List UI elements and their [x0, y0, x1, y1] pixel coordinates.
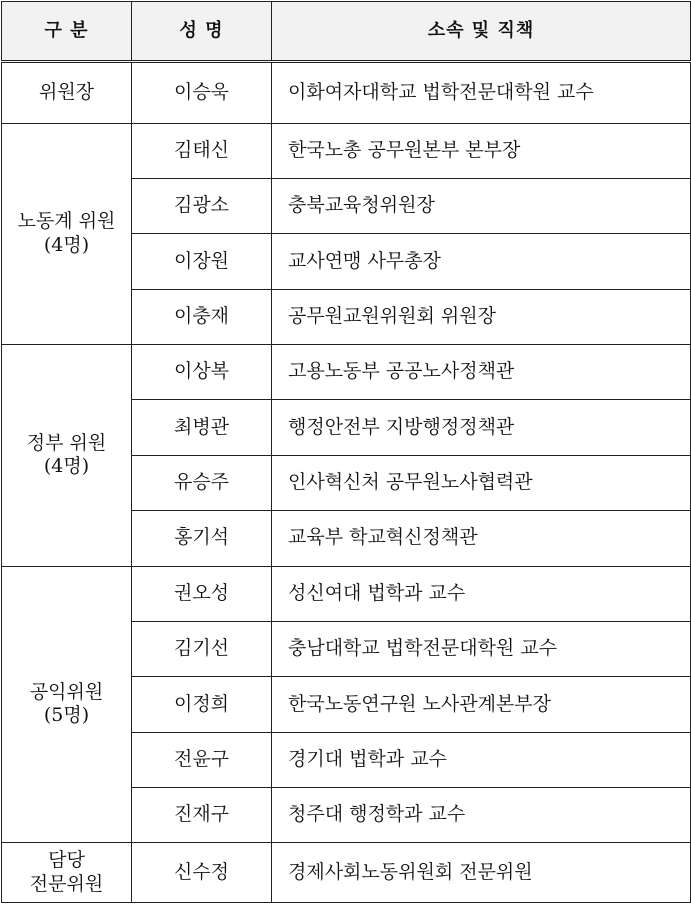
table-row [2, 62, 691, 124]
member-name: 유승주 [132, 455, 272, 510]
member-name: 이장원 [132, 234, 272, 289]
member-name: 이승욱 [132, 62, 272, 124]
member-name: 권오성 [132, 566, 272, 621]
header-row [2, 2, 691, 62]
member-name: 이상복 [132, 345, 272, 400]
member-name: 김기선 [132, 621, 272, 676]
member-affiliation: 한국노동연구원 노사관계본부장 [272, 677, 691, 732]
member-affiliation: 인사혁신처 공무원노사협력관 [272, 455, 691, 510]
group-label-line: 위원장 [38, 80, 95, 103]
member-affiliation: 교육부 학교혁신정책관 [272, 511, 691, 566]
table-row [2, 345, 691, 400]
member-name: 전윤구 [132, 732, 272, 787]
group-label-count: (5명) [43, 704, 90, 727]
header-name: 성 명 [132, 2, 272, 62]
table-row [2, 843, 691, 903]
group-label-staff [2, 843, 132, 903]
member-name: 신수정 [132, 843, 272, 903]
member-name: 김광소 [132, 178, 272, 233]
group-label-count: (4명) [43, 233, 90, 256]
member-affiliation: 한국노총 공무원본부 본부장 [272, 123, 691, 178]
group-label-line: 담당 [48, 848, 85, 871]
header-category: 구 분 [2, 2, 132, 62]
table-row [2, 123, 691, 178]
member-name: 최병관 [132, 400, 272, 455]
group-label-line: 정부 위원 [26, 431, 107, 454]
member-affiliation: 행정안전부 지방행정정책관 [272, 400, 691, 455]
member-affiliation: 청주대 행정학과 교수 [272, 788, 691, 843]
group-label-line: 노동계 위원 [17, 210, 116, 233]
group-label-chair [2, 62, 132, 124]
member-affiliation: 이화여자대학교 법학전문대학원 교수 [272, 62, 691, 124]
member-name: 김태신 [132, 123, 272, 178]
member-affiliation: 충남대학교 법학전문대학원 교수 [272, 621, 691, 676]
group-label-count: (4명) [43, 455, 90, 478]
group-label-line: 공익위원 [29, 680, 104, 703]
member-affiliation: 성신여대 법학과 교수 [272, 566, 691, 621]
member-affiliation: 교사연맹 사무총장 [272, 234, 691, 289]
header-affiliation: 소속 및 직책 [272, 2, 691, 62]
member-name: 홍기석 [132, 511, 272, 566]
member-affiliation: 공무원교원위원회 위원장 [272, 289, 691, 344]
table-body [2, 62, 691, 903]
member-affiliation: 고용노동부 공공노사정책관 [272, 345, 691, 400]
member-affiliation: 경기대 법학과 교수 [272, 732, 691, 787]
member-name: 이충재 [132, 289, 272, 344]
group-label-government [2, 345, 132, 567]
group-label-public [2, 566, 132, 843]
member-affiliation: 충북교육청위원장 [272, 178, 691, 233]
table-header [2, 2, 691, 62]
group-label-labor [2, 123, 132, 345]
committee-table [1, 1, 691, 903]
table-row [2, 566, 691, 621]
member-name: 이정희 [132, 677, 272, 732]
member-affiliation: 경제사회노동위원회 전문위원 [272, 843, 691, 903]
member-name: 진재구 [132, 788, 272, 843]
group-label-line: 전문위원 [29, 872, 104, 895]
